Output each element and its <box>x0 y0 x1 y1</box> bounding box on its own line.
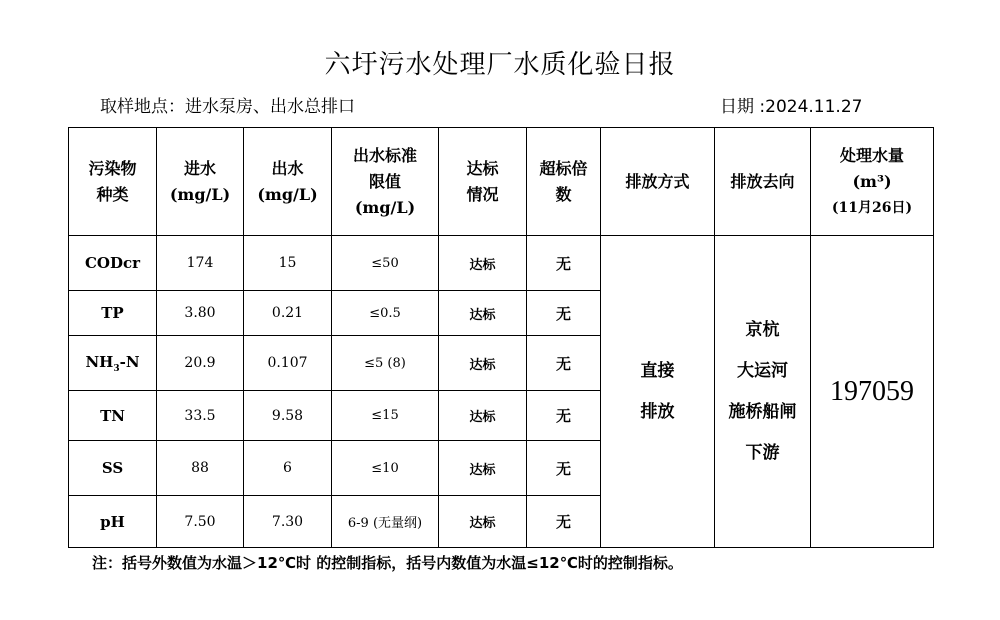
limit-value: ≤50 <box>332 236 439 291</box>
header-discharge-method: 排放方式 <box>601 128 715 236</box>
treated-volume-value: 197059 <box>811 236 934 548</box>
header-inflow: 进水 (mg/L) <box>157 128 244 236</box>
outflow-value: 9.58 <box>244 391 332 441</box>
pollutant-name: pH <box>69 496 157 548</box>
header-pollutant: 污染物 种类 <box>69 128 157 236</box>
limit-value: ≤15 <box>332 391 439 441</box>
outflow-value: 0.107 <box>244 336 332 391</box>
limit-value: 6-9 (无量纲) <box>332 496 439 548</box>
pollutant-name: SS <box>69 441 157 496</box>
outflow-value: 0.21 <box>244 291 332 336</box>
limit-value: ≤5 (8) <box>332 336 439 391</box>
status-value: 达标 <box>439 441 527 496</box>
header-row <box>69 128 934 236</box>
header-discharge-dest: 排放去向 <box>715 128 811 236</box>
report-date: 日期 :2024.11.27 <box>720 97 863 117</box>
water-quality-table <box>68 127 934 548</box>
discharge-dest-value: 京杭 大运河 施桥船闸 下游 <box>715 236 811 548</box>
header-volume <box>811 128 934 236</box>
status-value: 达标 <box>439 291 527 336</box>
header-exceed: 超标倍 数 <box>527 128 601 236</box>
status-value: 达标 <box>439 336 527 391</box>
inflow-value: 7.50 <box>157 496 244 548</box>
exceed-value: 无 <box>527 291 601 336</box>
pollutant-name: $NH_3-N$ <box>69 336 157 391</box>
limit-value: ≤10 <box>332 441 439 496</box>
inflow-value: 3.80 <box>157 291 244 336</box>
header-outflow: 出水 (mg/L) <box>244 128 332 236</box>
pollutant-name: TN <box>69 391 157 441</box>
exceed-value: 无 <box>527 391 601 441</box>
report-title: 六圩污水处理厂水质化验日报 <box>324 50 676 80</box>
inflow-value: 33.5 <box>157 391 244 441</box>
inflow-value: 20.9 <box>157 336 244 391</box>
outflow-value: 15 <box>244 236 332 291</box>
inflow-value: 174 <box>157 236 244 291</box>
exceed-value: 无 <box>527 336 601 391</box>
exceed-value: 无 <box>527 496 601 548</box>
outflow-value: 6 <box>244 441 332 496</box>
pollutant-name: CODcr <box>69 236 157 291</box>
table-row <box>69 236 934 291</box>
header-limit: 出水标准 限值 (mg/L) <box>332 128 439 236</box>
status-value: 达标 <box>439 496 527 548</box>
header-volume-title: 处理水量 <box>839 145 904 165</box>
header-status: 达标 情况 <box>439 128 527 236</box>
status-value: 达标 <box>439 236 527 291</box>
exceed-value: 无 <box>527 441 601 496</box>
status-value: 达标 <box>439 391 527 441</box>
header-volume-date: (11月26日) <box>831 199 913 216</box>
outflow-value: 7.30 <box>244 496 332 548</box>
header-volume-unit: (m³) <box>852 171 892 191</box>
discharge-method-value: 直接 排放 <box>601 236 715 548</box>
sampling-location: 取样地点：进水泵房、出水总排口 <box>100 97 355 117</box>
pollutant-name: TP <box>69 291 157 336</box>
footnote: 注：括号外数值为水温＞12℃时 的控制指标，括号内数值为水温≤12℃时的控制指标。 <box>92 554 683 572</box>
exceed-value: 无 <box>527 236 601 291</box>
inflow-value: 88 <box>157 441 244 496</box>
limit-value: ≤0.5 <box>332 291 439 336</box>
